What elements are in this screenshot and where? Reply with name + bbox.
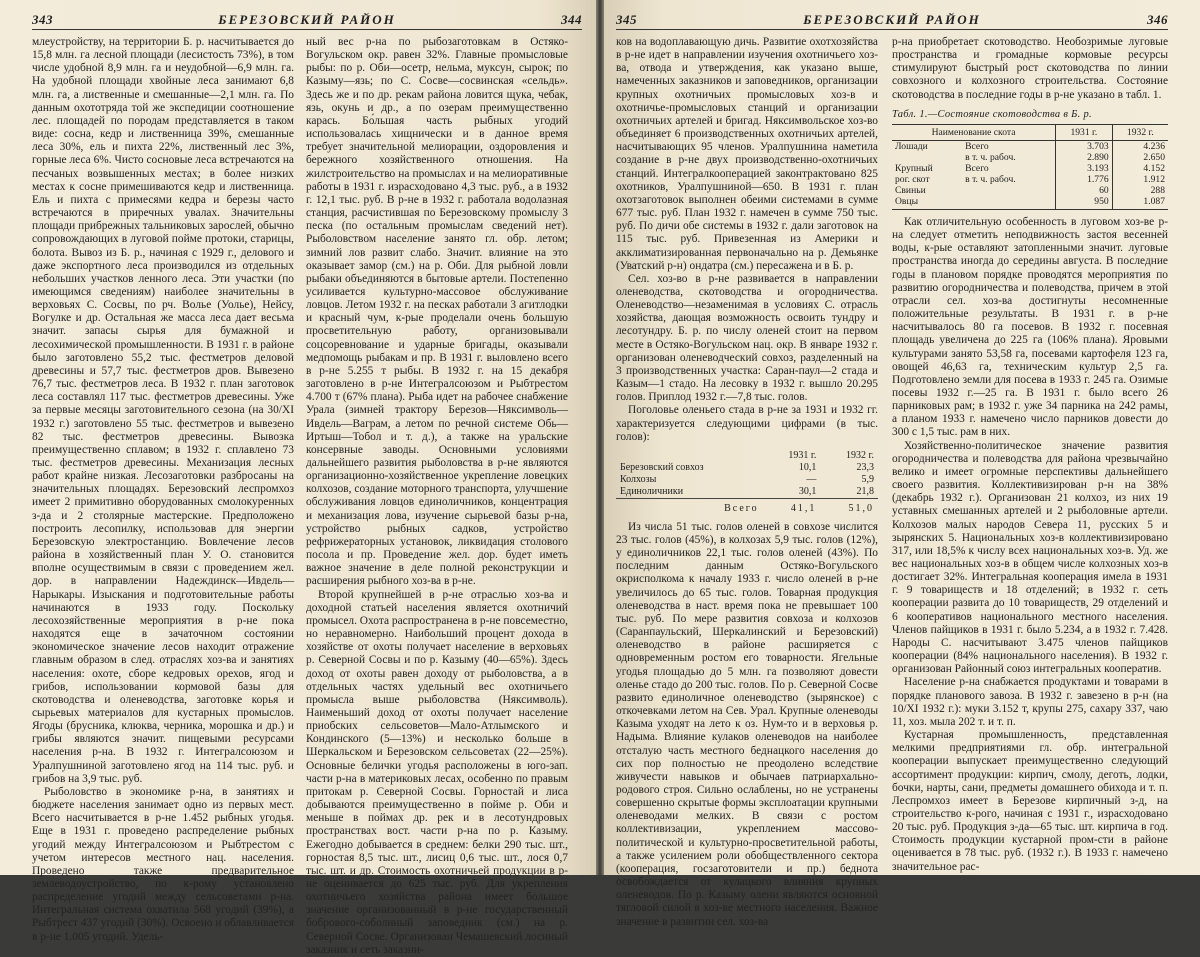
cell-1932: 4.236 bbox=[1112, 140, 1168, 152]
column-header: 1931 г. bbox=[1056, 124, 1113, 140]
running-header-right bbox=[616, 12, 1168, 30]
page-number-344: 344 bbox=[561, 12, 582, 27]
table-row bbox=[616, 462, 878, 474]
cell-1932: 21,8 bbox=[856, 485, 874, 497]
cell-1931: 30,1 bbox=[798, 485, 817, 497]
total-1931: 41,1 bbox=[763, 498, 821, 515]
group-label: Свиньи bbox=[895, 184, 926, 196]
table-row bbox=[892, 196, 1168, 210]
cell-1931: 1.776 bbox=[1056, 174, 1113, 185]
table-total-row bbox=[616, 498, 878, 515]
group-label: Крупный bbox=[895, 162, 933, 174]
paragraph: Хозяйственно-политическое значение развития огородничества и полеводства для района чрезвычайно велико и имеет огромные перспективы дальнейшего своего развития. Коллективизирован р-н на 38% (декабрь 1932 г.). Организован 21 колхоз, из них 19 уставных смешанных артелей и 2 рыболовные артели. Колхозов малых народов Севера 11, русских 5 и зырянских 5. Национальных хоз-в коллективизировано 317, или 18,5% к числу всех национальных хоз-в. Уд. же вес национальных хоз-в в общем числе колхозных хоз-в достигает 32%. Интегральная кооперация имела в 1931 г. 9 товариществ и 18 отделений; в 1932 г. сеть кооперации развита до 10 товариществ, 29 отделений и 6 кооперативов национального местного населения. Членов пайщиков в 1931 г. было 5.234, а в 1932 г. 7.428. Народы С. насчитывают 3.475 членов пайщиков кооперации (84% национального населения). В 1932 г. организован Районный союз интегральных кооператив. bbox=[892, 439, 1168, 676]
cell-1932: 288 bbox=[1112, 185, 1168, 196]
cell-1931: 2.890 bbox=[1056, 152, 1113, 163]
paragraph: Из числа 51 тыс. голов оленей в совхозе числится 23 тыс. голов (45%), в колхозах 5,9 тыс. голов (12%), у единоличников 22,1 тыс. голов оленей (43%). По последним данным Остяко-Вогульского окрисполкома к началу 1933 г. число оленей в р-не увеличилось до 65 тыс. голов. Товарная продукция оленеводства в наст. время пока не превышает 100 тыс. руб. По мере развития совхоза и колхозов (Саранпаульский, Шеркалинский и Березовский) оленеводство в районе расширяется с одновременным ростом его товарности. Ягельные угодья площадью до 5 млн. га позволяют довести оленье стадо до 200 тыс. голов. По р. Северной Сосве развито единоличное оленеводство (зырянское) с откочевками летом на Сев. Урал. Крупные оленеводы Казыма уходят на лето к оз. Нум-то и в верховья р. Надыма. Влияние кулаков оленеводов на наиболее отсталую часть местного беднацкого населения до сих пор полностью не преодолено вследствие живучести навыков и обычаев патриархально-родового строя. Сильно ослаблены, но не устранены совершенно скрытые формы эксплоатации крупными оленеводами мелких. В связи с ростом коллективизации, укреплением массово-политической и культурно-просветительной работы, а также усилением роли обобществленного сектора (кооперация, госзаготовители и пр.) беднота освобождается от кулацкого влияния крупных оленеводов. По р. Казыму олени являются основной тягловой силой в хоз-ве местного населения. Важное значение в развитии сел. хоз-ва bbox=[616, 520, 878, 928]
column-header: 1931 г. bbox=[788, 449, 817, 461]
table-row bbox=[616, 486, 878, 499]
total-label: Всего bbox=[616, 498, 763, 515]
deer-herd-table bbox=[616, 450, 878, 515]
cell-1932: 4.152 bbox=[1112, 163, 1168, 174]
table-header-row bbox=[892, 124, 1168, 140]
table-row bbox=[616, 474, 878, 486]
left-page bbox=[0, 0, 596, 956]
running-header-left bbox=[32, 12, 582, 30]
running-title: БЕРЕЗОВСКИЙ РАЙОН bbox=[803, 12, 981, 27]
cell-1932: 1.912 bbox=[1112, 174, 1168, 185]
paragraph: ков на водоплавающую дичь. Развитие охотхозяйства в р-не идет в направлении изучения охотничьего хоз-ва, отвода и утверждения, как указано выше, намеченных заказников и заповедников, организации крупных охотничьих промысловых хоз-в и охотничье-промысловых станций и организации охотничьих артелей и бригад. Няксимвольское хоз-во объединяет 6 производственных охотничьих артелей, насчитывающих 95 членов. Уралпушнина наметила создание в р-не двух производственно-охотничьих станций. Интегралкооперацией законтрактовано 825 охотников, Уралпушниной—650. В 1931 г. план охотзаготовок выполнен обеими системами в сумме 677 тыс. руб. План 1932 г. намечен в сумме 750 тыс. руб. По дичи обе системы в 1932 г. дали заготовок на 115 тыс. руб. Привезенная из Америки и акклиматизированная первоначально на р. Демьянке (Уватский р-н) ондатра (см.) пересажена и в Б. р. bbox=[616, 36, 878, 272]
livestock-table bbox=[892, 124, 1168, 210]
group-label: Овцы bbox=[892, 196, 965, 210]
group-label bbox=[892, 152, 965, 163]
table-row bbox=[892, 152, 1168, 163]
cell-1931: — bbox=[806, 473, 817, 485]
column-header: Наименование скота bbox=[892, 124, 1056, 140]
cell-1931: 950 bbox=[1056, 196, 1113, 210]
cell-1932: 1.087 bbox=[1112, 196, 1168, 210]
book-gutter bbox=[596, 0, 604, 875]
cell-1931: 3.193 bbox=[1056, 163, 1113, 174]
paragraph: Кустарная промышленность, представленная мелкими предприятиями гл. обр. интегральной кооперации выпускает преимущественно следующий ассортимент продукции: кирпич, смолу, деготь, лодки, бочки, нарты, сани, предметы домашнего обихода и т. п. Леспромхоз имеет в Березове кирпичный з-д, на строительство к-рого, начиная с 1931 г., израсходовано 20 тыс. руб. Продукция з-да—65 тыс. шт. кирпича в год. Стоимость продукции кустарной пром-сти в районе оценивается в 78 тыс. руб. (1932 г.). В 1933 г. намечено значительное рас- bbox=[892, 729, 1168, 873]
row-label: Березовский совхоз bbox=[620, 461, 704, 473]
header-rule bbox=[32, 29, 582, 30]
page-number-345: 345 bbox=[616, 12, 637, 27]
cell-1932: 5,9 bbox=[861, 473, 874, 485]
column-header: 1932 г. bbox=[846, 449, 874, 461]
row-label: Колхозы bbox=[620, 473, 657, 485]
running-title: БЕРЕЗОВСКИЙ РАЙОН bbox=[218, 12, 396, 27]
table-row bbox=[892, 174, 1168, 185]
sub-label: в т. ч. рабоч. bbox=[965, 151, 1016, 163]
sub-label bbox=[965, 196, 1055, 210]
paragraph: Поголовье оленьего стада в р-не за 1931 и 1932 гг. характеризуется следующими цифрами (в тыс. голов): bbox=[616, 404, 878, 443]
table-row bbox=[892, 163, 1168, 174]
table-row bbox=[892, 140, 1168, 152]
table-row bbox=[892, 185, 1168, 196]
sub-label: Всего bbox=[965, 162, 989, 174]
group-label: Лошади bbox=[895, 140, 928, 152]
paragraph: Рыболовство в экономике р-на, в занятиях и бюджете населения занимает одно из первых мест. Всего насчитывается в р-не 1.452 рыбных угодья. Еще в 1931 г. проведено распределение рыбных угодий между Интегралсоюзом и Рыбтрестом с учетом интересов местного нац. населения. Проведено также предварительное землеводоустройство, по к-рому установлено распределение угодий между сельсоветами р-на. Интегральная система охватила 568 угодий (39%), а Рыбтрест 437 угодий (30%). Освоено и облавливается в р-не 1.005 угодий. Удель- bbox=[32, 785, 294, 943]
paragraph: р-на приобретает скотоводство. Необозримые луговые пространства и громадные кормовые ресурсы стимулируют быстрый рост скотоводства по линии совхозного и колхозного строительства. Состояние скотоводства в последние годы в р-не указано в табл. 1. bbox=[892, 36, 1168, 101]
page-number-346: 346 bbox=[1147, 12, 1168, 27]
cell-1931: 10,1 bbox=[798, 461, 817, 473]
header-rule bbox=[616, 29, 1168, 30]
cell-1931: 60 bbox=[1056, 185, 1113, 196]
row-label: Единоличники bbox=[620, 485, 684, 497]
table-caption: Табл. 1.—Состояние скотоводства в Б. р. bbox=[892, 108, 1092, 120]
cell-1932: 23,3 bbox=[856, 461, 874, 473]
column-345 bbox=[616, 36, 878, 928]
paragraph: ный вес р-на по рыбозаготовкам в Остяко-Вогульском окр. равен 32%. Главные промысловые рыбы: по р. Оби—осетр, нельма, муксун, сырок; по Казыму—язь; по С. Сосве—сосвинская «сельдь». Здесь же и по др. рекам района ловится щука, чебак, язь, окунь и др., а по озерам преимущественно карась. Бо́льшая часть рыбных угодий использовалась хищнически и в данное время требует значительной мелиорации, оздоровления и бережного хозяйственного отношения. На жилстроительство на промыслах и на мелиоративные работы в 1931 г. израсходовано 4,3 тыс. руб., а в 1932 г. 12,1 тыс. руб. В р-не в 1932 г. работала водолазная станция, расчистившая по Березовскому промыслу 3 песка (по остальным промыслам сведений нет). Рыболовством население занято гл. обр. летом; зимний лов развит слабо. Значит. влияние на это оказывает замор (см.) на р. Оби. Для рыбной ловли рыбаки объединяются в бытовые артели. Постепенно усиливается культурно-массовое обслуживание ловцов. Летом 1932 г. на песках работали 3 агитлодки и красный чум, к-рые проделали очень большую просветительную работу, организовывали соцсоревнование и ударные бригады, оказывали медпомощь рыбакам и пр. В 1931 г. выловлено всего в р-не 5.255 т рыбы. В 1932 г. на 15 декабря заготовлено в р-не Интегралсоюзом и Рыбтрестом 4.700 т (67% плана). Рыба идет на рабочее снабжение Урала (зимней трактору Березов—Няксимволь—Ивдель—Ваграм, а летом по речной системе Обь—Иртыш—Тобол и т. д.), а также на уральские консервные заводы. Основными условиями дальнейшего развития рыболовства в р-не являются организационно-хозяйственное укрепление ловецких колхозов, создание моторного транспорта, улучшение обслуживания ловцов единоличников, концентрация и механизация лова, изучение сырьевой базы р-на, устройство рыбных садков, устройство рефрижераторных установок, ликвидация столового посола и пр. Проведение жел. дор. будет иметь важное значение в деле полной реконструкции и расширения рыбного хоз-ва в р-не. bbox=[306, 36, 568, 588]
column-346 bbox=[892, 36, 1168, 873]
column-343 bbox=[32, 36, 294, 943]
sub-label: в т. ч. рабоч. bbox=[965, 173, 1016, 185]
table-header-row bbox=[616, 450, 878, 462]
paragraph: Сел. хоз-во в р-не развивается в направлении оленеводства, скотоводства и огородничества. Оленеводство—незаменимая в условиях С. отрасль хозяйства, дающая возможность освоить тундру и лесотундру. Б. р. по числу оленей стоит на первом месте в Остяко-Вогульском нац. окр. В январе 1932 г. организован оленеводческий совхоз, разделенный на 3 производственных участка: Саран-паул—2 стада и Казым—1 стадо. На лесовку в 1932 г. вышло 20.295 голов. Приплод 1932 г.—7,8 тыс. голов. bbox=[616, 272, 878, 404]
paragraph: Как отличительную особенность в луговом хоз-ве р-на следует отметить неподвижность застоя весенней воды, к-рые оставляют затопленными значит. луговые пространства иногда до середины августа. В последние годы в плановом порядке проводятся мероприятия по развитию огородничества и полеводства, причем в этой отрасли сел. хоз-ва достигнуты несомненные положительные результаты. В 1931 г. в р-не насчитывалось 80 га посевов. В 1932 г. посевная площадь увеличена до 225 га (106% плана). Яровыми культурами занято 53,58 га, посевами картофеля 123 га, овощей 46,63 га, техническим культур 2,5 га. Подготовлено земли для посева в 1933 г. 245 га. Озимые посевы 1932 г.—25 га. В 1931 г. было всего 26 парниковых рам; в 1932 г. уже 34 парника на 242 рамы, а планом 1933 г. намечено число парников довести до 300 с 1,5 тыс. рам в них. bbox=[892, 215, 1168, 439]
paragraph: Население р-на снабжается продуктами и товарами в порядке планового завоза. В 1932 г. завезено в р-н (на 10/XI 1932 г.): муки 3.152 т, крупы 275, сахару 337, чаю 11, хоз. мыла 202 т. и т. п. bbox=[892, 676, 1168, 728]
right-page bbox=[604, 0, 1200, 928]
group-label: рог. скот bbox=[895, 173, 930, 185]
column-header: 1932 г. bbox=[1112, 124, 1168, 140]
page-number-343: 343 bbox=[32, 12, 53, 27]
paragraph: млеустройству, на территории Б. р. насчитывается до 15,8 млн. га лесной площади (лесистость 73%), в том числе удобной 8,9 млн. га и неудобной—6,9 млн. га. На удобной площади хвойные леса занимают 6,8 млн. га, а лиственные и смешанные—2,1 млн. га. По данным охототряда той же экспедиции соотношение лес. площадей по породам представляется в таком виде: сосна, кедр и лиственница 39%, смешанные леса 30%, ель и пихта 22%, лиственный лес 3%, горные леса 6%. Чисто сосновые леса встречаются на песчаных возвышенных местах; в более низких местах к сосне примешиваются кедр и лиственница. Ель и пихта с примесями кедра и березы часто встречаются в приречных увалах. Значительны площади прибрежных тальниковых зарослей, обычно сопровождающих в луговой пойме протоки, старицы, болота. Вывоз из Б. р., начиная с 1929 г., делового и даже экспортного леса производился из отдельных небольших участков ленного леса. Эти участки (по имеющимся сведениям) наиболее значительны в верховьях С. Сосвы, по рч. Волье (Уолье), Нейсу, Вогулке и др. Остальная же масса леса дает весьма значит. запасы сырья для бумажной и лесохимической промышленности. В 1931 г. в районе было заготовлено 55,2 тыс. фестметров деловой древесины и 57,7 тыс. фестметров дров. Вывезено 76,7 тыс. фестметров леса. В 1932 г. план заготовок леса составлял 117 тыс. фестметров древесины. Уже за первые месяцы заготовительного сезона (на 30/XI 1932 г.) заготовлено 55 тыс. фестметров и вывезено 82 тыс. фестметров древесины. Вывозка преимущественно сплавом; в 1932 г. сплавлено 73 тыс. фестметров древесины. Механизация лесных работ крайне низкая. Лесозаготовки разбросаны на значительных площадях. Березовский леспромхоз имеет 2 примитивно оборудованных смолокуренных з-да и 2 столярные мастерские. Предположено построить лесопилку, использовав для энергии Березовскую электростанцию. Вовлечение лесов района в хозяйственный план У. О. становится вполне осуществимым в связи с проведением жел. дор. в направлении Надеждинск—Ивдель—Нарыкары. Изыскания и подготовительные работы начинаются в 1933 году. Поскольку лесохозяйственные мероприятия в р-не пока находятся еще в зачаточном состоянии экономическое значение лесов находит отражение главным образом в след. отраслях хоз-ва и занятиях населения: охоте, сборе кедровых орехов, ягод и грибов, использовании кормовой базы для скотоводства и оленеводства, заготовке корья и сырьевых материалов для кустарных промыслов. Ягоды (брусника, клюква, черника, морошка и др.) и грибы являются значит. пищевыми ресурсами населения р-на. В 1932 г. Интегралсоюзом и Уралпушниной заготовлено ягод на 114 тыс. руб. и грибов на 3,9 тыс. руб. bbox=[32, 36, 294, 785]
sub-label: Всего bbox=[965, 140, 989, 152]
sub-label bbox=[965, 185, 1055, 196]
column-344 bbox=[306, 36, 568, 956]
total-1932: 51,0 bbox=[820, 498, 878, 515]
paragraph: Второй крупнейшей в р-не отраслью хоз-ва и доходной статьей населения является охотничий промысел. Охота распространена в р-не повсеместно, но неравномерно. Наибольший процент дохода в хозяйстве от охоты получает население в верховьях р. Северной Сосвы и по р. Казыму (40—65%). Здесь доход от охоты равен доходу от рыболовства, а в отдельных частях удельный вес охотничьего промысла выше рыболовства (Няксимволь). Наименьший доход от охоты получает население приобских сельсоветов—Мало-Атлымского и Кондинского (5—13%) и несколько больше в Шеркальском и Березовском сельсоветах (22—25%). Основные белички угодья расположены в юго-зап. части р-на в материковых лесах, особенно по правым притокам р. Северной Сосвы. Горностай и лиса добываются преимущественно в пойме р. Оби и меньше в поймах др. рек и в лесотундровых пространствах вост. части р-на по р. Казыму. Ежегодно добывается в среднем: белки 290 тыс. шт., горностая 8,5 тыс. шт., лисиц 0,6 тыс. шт., лося 0,7 тыс. шт. и др. Стоимость охотничьей продукции в р-не оценивается до 625 тыс. руб. Для укрепления охотничьего хозяйства района имеет большое значение организованный в р-не государственный бобрового-соболиный заповедник (см.) на р. Северной Сосве. Организован Чемашевский лосиный заказник и сеть заказни- bbox=[306, 588, 568, 956]
cell-1931: 3.703 bbox=[1056, 140, 1113, 152]
cell-1932: 2.650 bbox=[1112, 152, 1168, 163]
